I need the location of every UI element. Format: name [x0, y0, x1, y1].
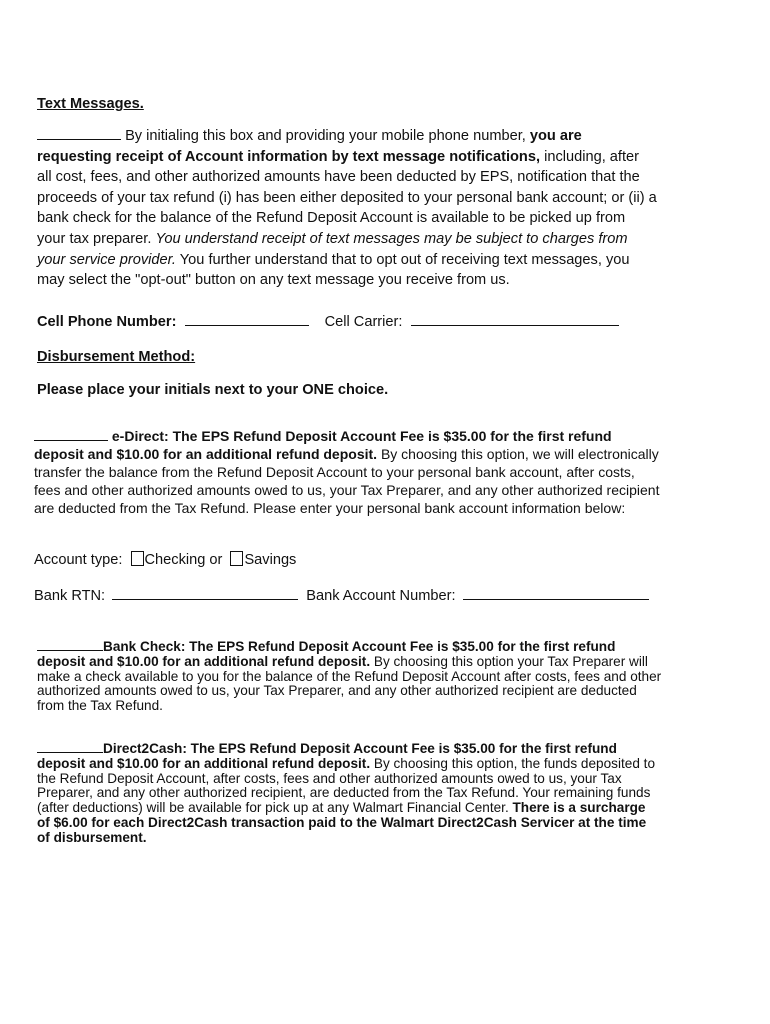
cell-carrier-field[interactable] — [411, 313, 619, 326]
account-type-row — [34, 550, 296, 571]
cell-carrier-label: Cell Carrier: — [324, 314, 403, 330]
text-messages-body: including, after all cost, fees, and other authorized amounts have been deducted by EPS, notification that the proceeds of your tax refund (i) has been either deposited to your personal bank account; or (ii) a bank check for the balance of the Refund Deposit Account is available to be picked up from your tax preparer. — [37, 148, 657, 247]
text-messages-opt-out-note: You further understand that to opt out of receiving text messages, you may select the "opt-out" button on any text message you receive from us. — [37, 251, 630, 289]
disbursement-heading: Disbursement Method: — [37, 349, 196, 365]
bank-check-fee-text: Bank Check: The EPS Refund Deposit Account Fee is $35.00 for the first refund deposit and $10.00 for an additional refund deposit. — [37, 639, 616, 669]
cell-phone-label: Cell Phone Number: — [37, 314, 177, 330]
savings-label: Savings — [244, 552, 297, 568]
direct2cash-option — [37, 740, 662, 846]
text-messages-consent-paragraph — [37, 126, 657, 291]
direct2cash-surcharge: There is a surcharge of $6.00 for each Direct2Cash transaction paid to the Walmart Direct2Cash Servicer at the time of disbursement. — [37, 800, 647, 845]
bank-check-initials-field[interactable] — [37, 638, 103, 651]
edirect-initials-field[interactable] — [34, 428, 108, 441]
account-type-label: Account type: — [34, 552, 123, 568]
direct2cash-initials-field[interactable] — [37, 740, 103, 753]
text-messages-intro: By initialing this box and providing your mobile phone number, — [125, 128, 526, 144]
direct2cash-fee-text: Direct2Cash: The EPS Refund Deposit Account Fee is $35.00 for the first refund deposit and $10.00 for an additional refund deposit. — [37, 741, 617, 771]
text-messages-charges-note: You understand receipt of text messages may be subject to charges from your service provider. — [37, 230, 628, 268]
edirect-fee-text: e-Direct: The EPS Refund Deposit Account Fee is $35.00 for the first refund deposit and $10.00 for an additional refund deposit. — [34, 428, 612, 462]
bank-check-description: By choosing this option your Tax Preparer will make a check available to you for the balance of the Refund Deposit Account after costs, fees and other authorized amounts owed to us, your Tax Preparer, and any other authorized recipient are deducted from the Tax Refund. — [37, 653, 662, 714]
text-messages-intro-bold: you are requesting receipt of Account information by text message notifications, — [37, 128, 582, 165]
bank-check-option — [37, 638, 662, 714]
disbursement-instruction: Please place your initials next to your ONE choice. — [37, 382, 389, 398]
text-messages-initials-field[interactable] — [37, 127, 121, 140]
checking-label: Checking or — [144, 552, 223, 568]
bank-account-number-field[interactable] — [463, 587, 649, 600]
edirect-option — [34, 427, 664, 517]
bank-rtn-label: Bank RTN: — [34, 588, 106, 604]
text-messages-heading: Text Messages. — [37, 96, 144, 112]
bank-info-row — [34, 586, 649, 607]
cell-phone-row — [37, 312, 619, 333]
cell-phone-field[interactable] — [185, 313, 309, 326]
direct2cash-description: By choosing this option, the funds deposited to the Refund Deposit Account, after costs, fees and other authorized amounts owed to us, your Tax Preparer, and any other authorized recipient, are deducted from the Tax Refund. Your remaining funds (after deductions) will be available for pick up at any Walmart Financial Center. — [37, 755, 656, 816]
edirect-description: By choosing this option, we will electronically transfer the balance from the Refund Deposit Account to your personal bank account, after costs, fees and other authorized amounts owed to us, your Tax Preparer, and any other authorized recipient are deducted from the Tax Refund. Please enter your personal bank account information below: — [34, 446, 660, 516]
checking-checkbox[interactable] — [131, 551, 144, 566]
bank-account-number-label: Bank Account Number: — [306, 588, 456, 604]
savings-checkbox[interactable] — [230, 551, 243, 566]
bank-rtn-field[interactable] — [112, 587, 298, 600]
